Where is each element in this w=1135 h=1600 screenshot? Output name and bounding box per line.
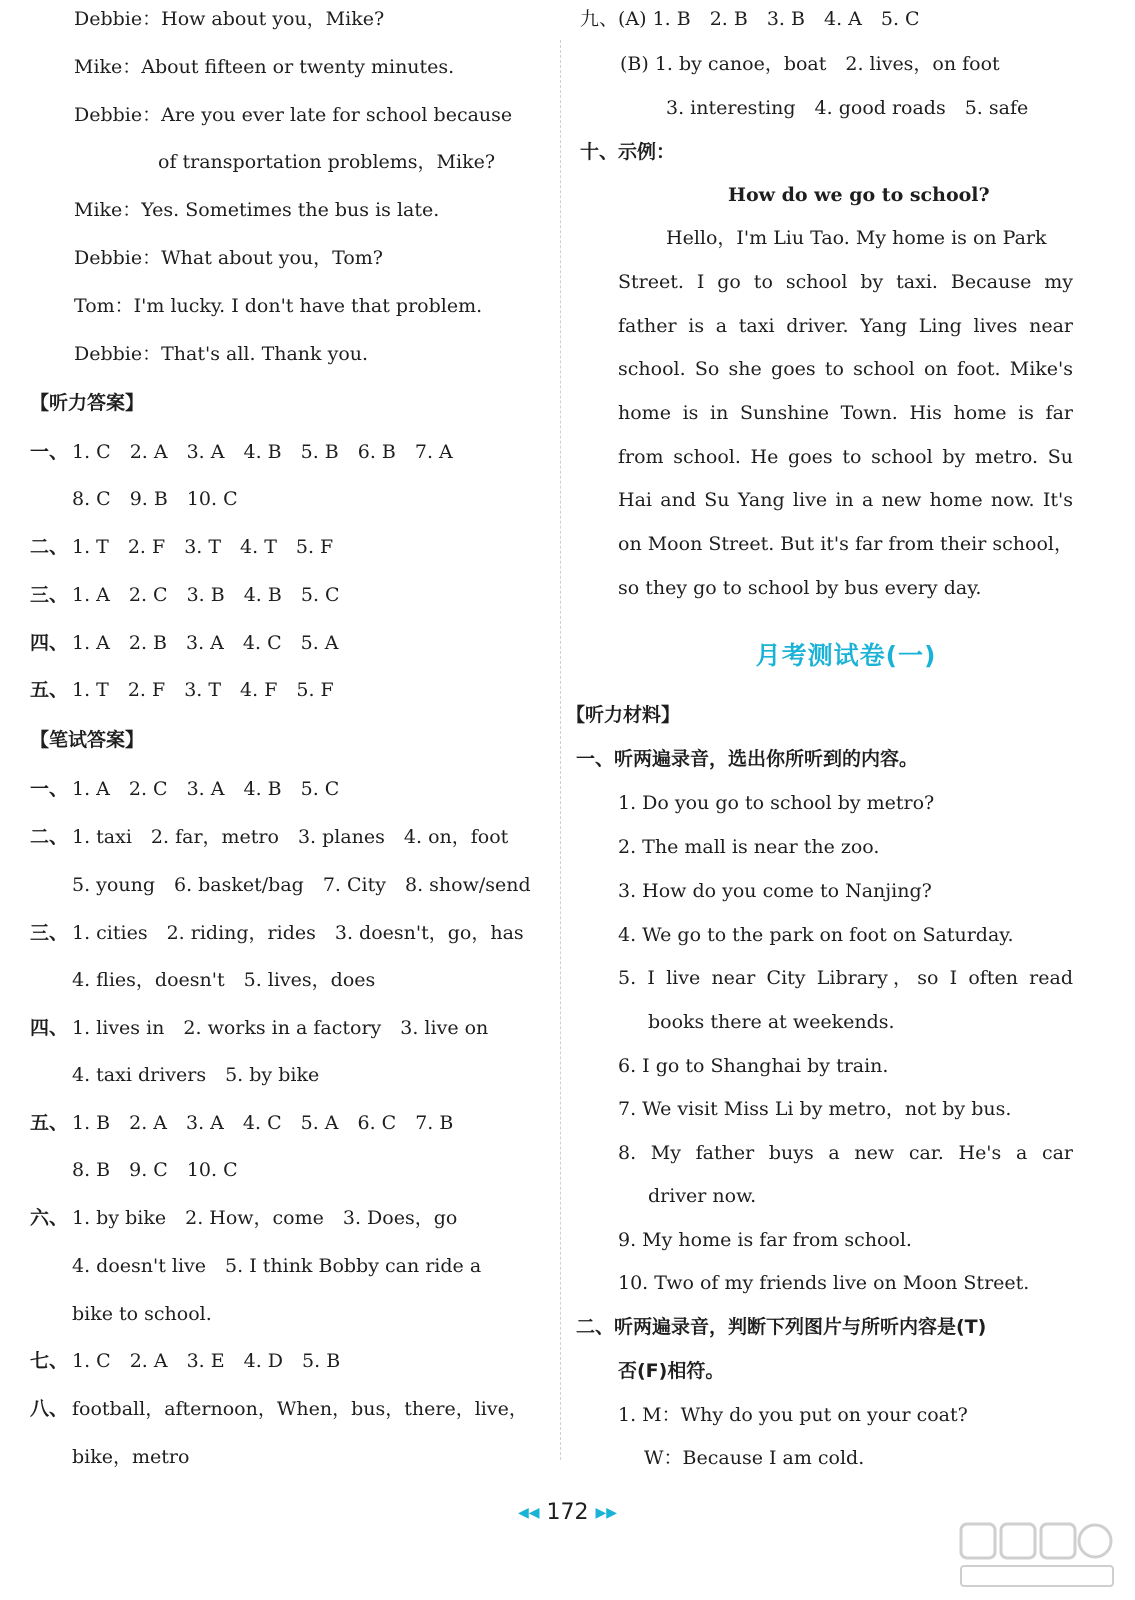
answer-line: 九、(A) 1. B 2. B 3. B 4. A 5. C: [580, 8, 920, 30]
answer-line: 1. C 2. A 3. A 4. B 5. B 6. B 7. A: [72, 441, 453, 463]
answer-line: 1. cities 2. riding，rides 3. doesn't，go，has: [72, 922, 524, 944]
section-lead: 八、: [30, 1398, 69, 1420]
listening-item: 4. We go to the park on foot on Saturday.: [618, 924, 1014, 946]
answer-line: 8. B 9. C 10. C: [72, 1159, 238, 1181]
dialog-line: Tom：I'm lucky. I don't have that problem.: [74, 295, 483, 317]
column-divider: [560, 40, 561, 1460]
dialog-line: Debbie：How about you，Mike?: [74, 8, 385, 30]
answer-line: (B) 1. by canoe，boat 2. lives，on foot: [620, 53, 1000, 75]
answer-line: football，afternoon，When，bus，there，live，: [72, 1398, 528, 1420]
section-lead: 一、: [30, 778, 69, 800]
listening-item: 6. I go to Shanghai by train.: [618, 1055, 889, 1077]
dialog-line: Debbie：That's all. Thank you.: [74, 343, 369, 365]
section-lead: 五、: [30, 1112, 69, 1134]
section-lead: 三、: [30, 922, 69, 944]
section-lead: 三、: [30, 584, 69, 606]
answer-line: 1. lives in 2. works in a factory 3. live on: [72, 1017, 489, 1039]
listening-item: 10. Two of my friends live on Moon Street.: [618, 1272, 1030, 1294]
page-number: 172: [546, 1500, 589, 1525]
answer-line: 1. by bike 2. How，come 3. Does，go: [72, 1207, 458, 1229]
section-ten-header: 十、示例：: [580, 141, 676, 163]
dialog-line: of transportation problems，Mike?: [158, 151, 496, 173]
prev-arrows-icon: ◀◀: [517, 1505, 540, 1521]
dialog-line: Debbie：Are you ever late for school because: [74, 104, 513, 126]
essay-line: Hai and Su Yang live in a new home now. It's: [618, 489, 1073, 511]
written-answers-header: 【笔试答案】: [30, 729, 145, 751]
essay-line: home is in Sunshine Town. His home is far: [618, 402, 1073, 424]
listening-item: 8. My father buys a new car. He's a car: [618, 1142, 1073, 1164]
answer-line: 1. A 2. B 3. A 4. C 5. A: [72, 632, 339, 654]
essay-line: on Moon Street. But it's far from their school，: [618, 533, 1073, 555]
dialog-line: Debbie：What about you，Tom?: [74, 247, 383, 269]
question-two-header: 二、听两遍录音，判断下列图片与所听内容是(T): [576, 1316, 987, 1338]
listening-item: 5. I live near City Library，so I often read: [618, 967, 1073, 989]
answer-line: 5. young 6. basket/bag 7. City 8. show/send: [72, 874, 531, 896]
next-arrows-icon: ▶▶: [595, 1505, 618, 1521]
answer-line: 1. taxi 2. far，metro 3. planes 4. on，foot: [72, 826, 509, 848]
listening-item: 2. The mall is near the zoo.: [618, 836, 880, 858]
listening-answers-header: 【听力答案】: [30, 392, 145, 414]
section-lead: 一、: [30, 441, 69, 463]
essay-line: so they go to school by bus every day.: [618, 577, 982, 599]
answer-line: 4. flies，doesn't 5. lives，does: [72, 969, 376, 991]
essay-line: school. So she goes to school on foot. Mike's: [618, 358, 1073, 380]
answer-line: 1. T 2. F 3. T 4. F 5. F: [72, 679, 334, 701]
listening-item: books there at weekends.: [648, 1011, 895, 1033]
listening-item: 7. We visit Miss Li by metro，not by bus.: [618, 1098, 1012, 1120]
answer-line: bike，metro: [72, 1446, 190, 1468]
answer-line: 1. B 2. A 3. A 4. C 5. A 6. C 7. B: [72, 1112, 454, 1134]
listening-item: 9. My home is far from school.: [618, 1229, 912, 1251]
dialog-line: Mike：Yes. Sometimes the bus is late.: [74, 199, 440, 221]
answer-line: 4. taxi drivers 5. by bike: [72, 1064, 320, 1086]
section-lead: 七、: [30, 1350, 69, 1372]
answer-line: 1. A 2. C 3. B 4. B 5. C: [72, 584, 340, 606]
dialog-line: Mike：About fifteen or twenty minutes.: [74, 56, 455, 78]
section-lead: 二、: [30, 536, 69, 558]
answer-line: 1. C 2. A 3. E 4. D 5. B: [72, 1350, 341, 1372]
listening-item: 3. How do you come to Nanjing?: [618, 880, 932, 902]
listening-item: driver now.: [648, 1185, 757, 1207]
listening-item: 1. Do you go to school by metro?: [618, 792, 935, 814]
essay-line: father is a taxi driver. Yang Ling lives near: [618, 315, 1073, 337]
section-lead: 五、: [30, 679, 69, 701]
essay-line: from school. He goes to school by metro. Su: [618, 446, 1073, 468]
watermark-logo-icon: [957, 1518, 1117, 1592]
essay-line: Hello，I'm Liu Tao. My home is on Park: [666, 227, 1047, 249]
answer-line: bike to school.: [72, 1303, 212, 1325]
listening-material-header: 【听力材料】: [566, 704, 681, 726]
essay-title: How do we go to school?: [728, 184, 990, 206]
answer-line: 1. T 2. F 3. T 4. T 5. F: [72, 536, 334, 558]
answer-line: 4. doesn't live 5. I think Bobby can ride a: [72, 1255, 482, 1277]
listening-item: W：Because I am cold.: [644, 1447, 865, 1469]
answer-line: 3. interesting 4. good roads 5. safe: [666, 97, 1029, 119]
section-lead: 二、: [30, 826, 69, 848]
section-lead: 四、: [30, 632, 69, 654]
section-lead: 六、: [30, 1207, 69, 1229]
question-one-header: 一、听两遍录音，选出你所听到的内容。: [576, 748, 919, 770]
answer-line: 1. A 2. C 3. A 4. B 5. C: [72, 778, 340, 800]
section-lead: 四、: [30, 1017, 69, 1039]
essay-line: Street. I go to school by taxi. Because my: [618, 271, 1073, 293]
monthly-test-title: 月考测试卷(一): [755, 641, 937, 670]
question-two-header-cont: 否(F)相符。: [618, 1360, 725, 1382]
listening-item: 1. M：Why do you put on your coat?: [618, 1404, 968, 1426]
answer-line: 8. C 9. B 10. C: [72, 488, 238, 510]
